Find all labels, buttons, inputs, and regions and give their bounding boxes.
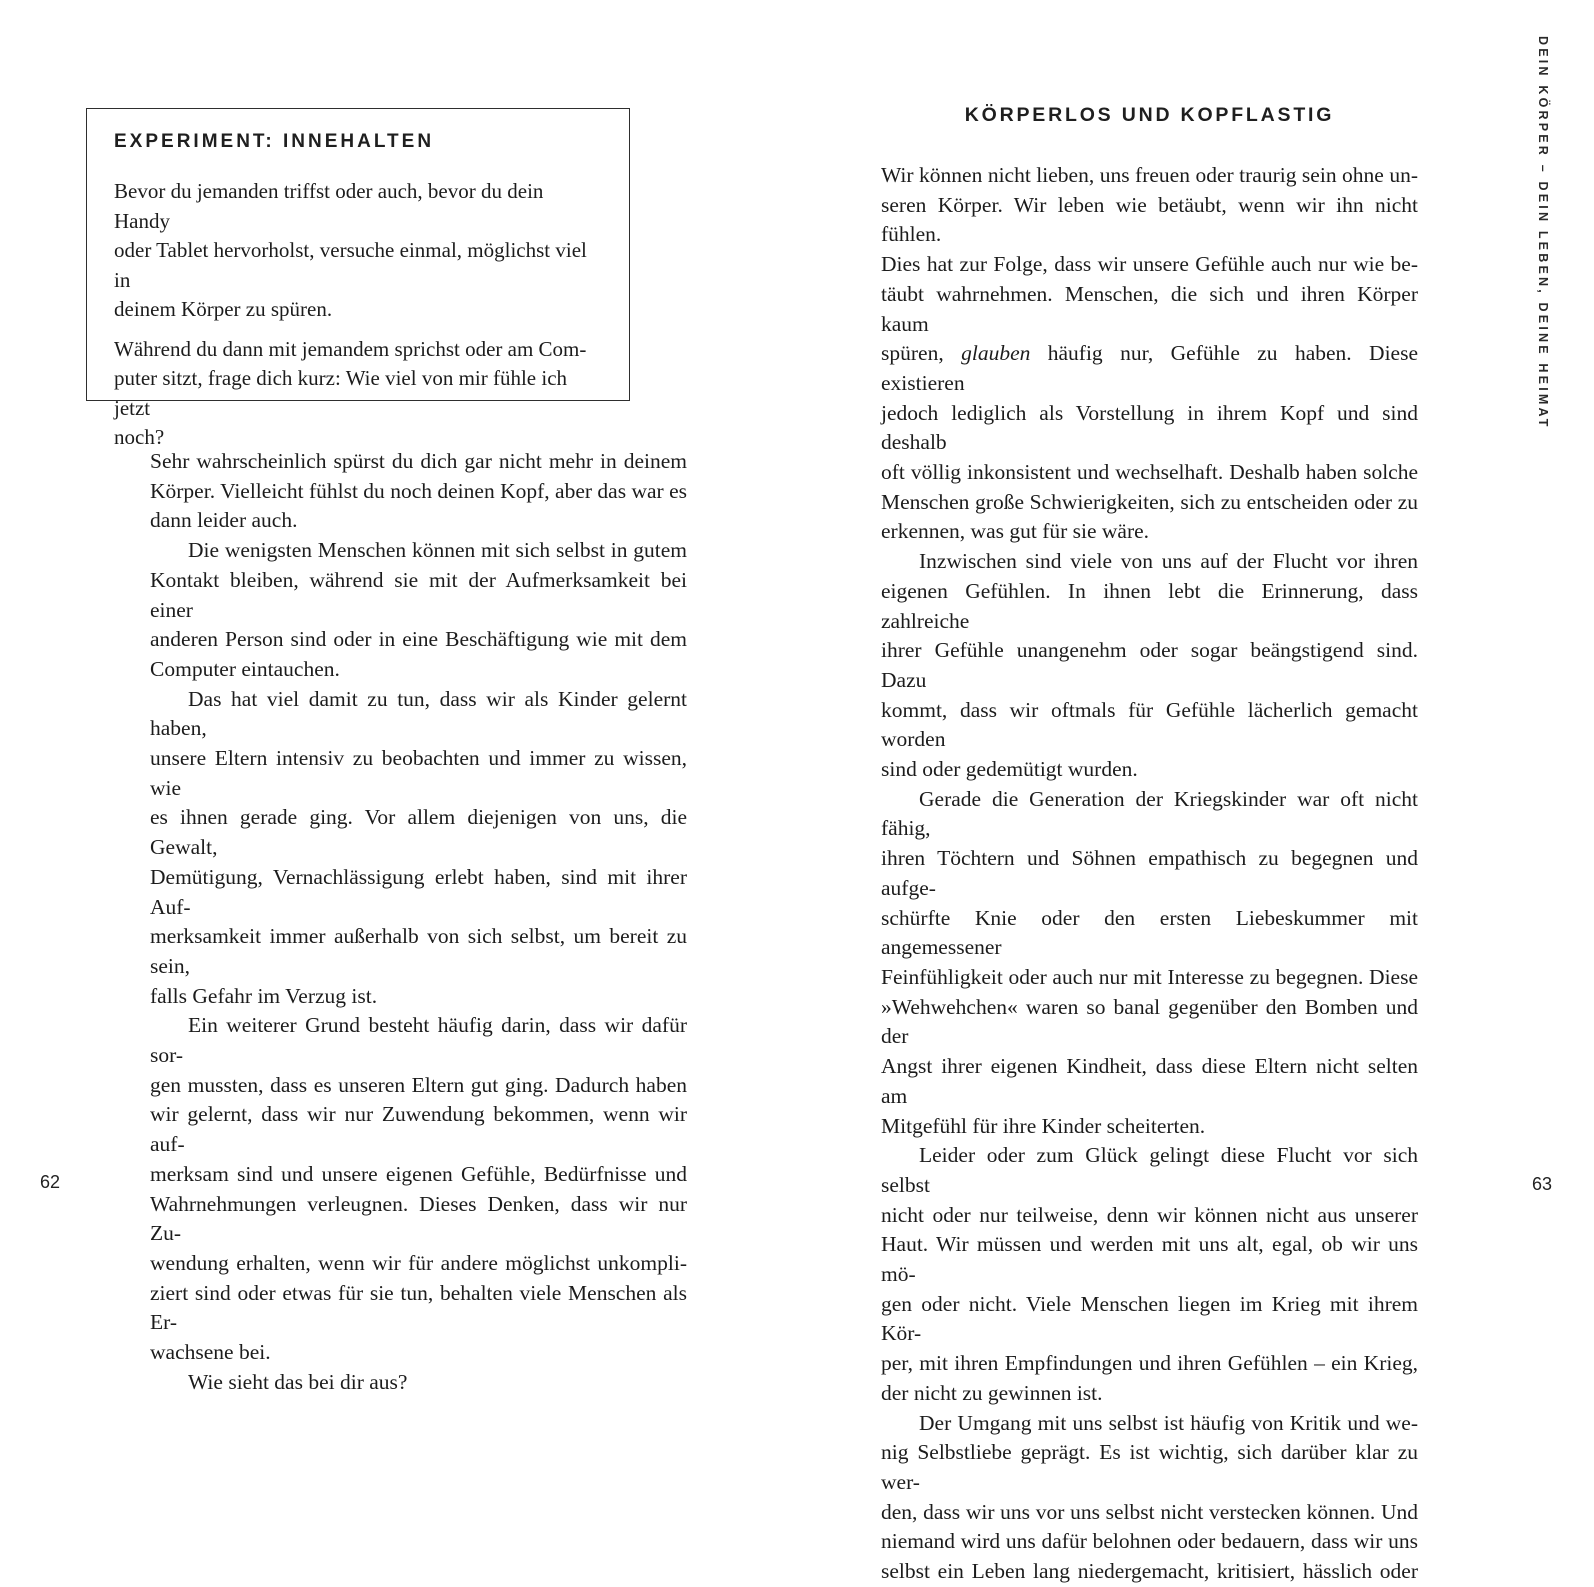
text-line: Das hat viel damit zu tun, dass wir als Kinder gelernt haben,	[150, 686, 687, 741]
experiment-box	[86, 108, 630, 449]
paragraph	[150, 1368, 687, 1398]
text-line: dann leider auch.	[150, 508, 298, 533]
text-line: es ihnen gerade ging. Vor allem diejenigen von uns, die Gewalt,	[150, 805, 687, 860]
text-line: Dies hat zur Folge, dass wir unsere Gefühle auch nur wie be-	[881, 252, 1418, 277]
text-line: gen oder nicht. Viele Menschen liegen im Krieg mit ihrem Kör-	[881, 1291, 1418, 1346]
text-line: ihren Töchtern und Söhnen empathisch zu begegnen und aufge-	[881, 846, 1418, 900]
paragraph	[150, 447, 687, 536]
text-line: ihrer Gefühle unangenehm oder sogar beängstigend sind. Dazu	[881, 638, 1418, 692]
right-page-body-text	[881, 161, 1418, 1587]
text-line: Mitgefühl für ihre Kinder scheiterten.	[881, 1113, 1206, 1138]
paragraph	[150, 1011, 687, 1367]
text-line: unsere Eltern intensiv zu beobachten und immer zu wissen, wie	[150, 746, 687, 800]
experiment-box-body	[114, 177, 599, 453]
text-line: selbst ein Leben lang niedergemacht, kritisiert, hässlich oder	[881, 1559, 1418, 1584]
text-line: nig Selbstliebe geprägt. Es ist wichtig, sich darüber klar zu wer-	[881, 1440, 1418, 1494]
text-line: wir gelernt, dass wir nur Zuwendung bekommen, wenn wir auf-	[150, 1102, 687, 1157]
text-line: oder Tablet hervorholst, versuche einmal, möglichst viel in	[114, 238, 587, 292]
paragraph	[881, 1409, 1418, 1587]
text-line: sind oder gedemütigt wurden.	[881, 757, 1138, 782]
text-line: spüren, glauben häufig nur, Gefühle zu haben. Diese existieren	[881, 341, 1418, 395]
text-line: wachsene bei.	[150, 1340, 271, 1365]
text-line: Ein weiterer Grund besteht häufig darin, dass wir dafür sor-	[150, 1013, 687, 1068]
left-page-body-text	[150, 447, 687, 1398]
text-line: Während du dann mit jemandem sprichst oder am Com-	[114, 336, 587, 361]
text-line: Angst ihrer eigenen Kindheit, dass diese Eltern nicht selten am	[881, 1054, 1418, 1108]
text-line: »Wehwehchen« waren so banal gegenüber den Bomben und der	[881, 994, 1418, 1049]
text-line: wendung erhalten, wenn wir für andere möglichst unkompli-	[150, 1250, 687, 1275]
text-line: Gerade die Generation der Kriegskinder war oft nicht fähig,	[881, 786, 1418, 841]
text-line: Feinfühligkeit oder auch nur mit Interesse zu begegnen. Diese	[881, 964, 1418, 989]
text-line: Die wenigsten Menschen können mit sich selbst in gutem	[188, 538, 687, 563]
text-line: anderen Person sind oder in eine Beschäftigung wie mit dem	[150, 627, 687, 652]
left-page-number: 62	[40, 1172, 61, 1192]
text-line: der nicht zu gewinnen ist.	[881, 1380, 1103, 1405]
text-line: kommt, dass wir oftmals für Gefühle lächerlich gemacht worden	[881, 697, 1418, 752]
experiment-box-title: EXPERIMENT: INNEHALTEN	[114, 131, 435, 152]
text-line: Wie sieht das bei dir aus?	[188, 1369, 408, 1394]
text-line: seren Körper. Wir leben wie betäubt, wenn wir ihn nicht fühlen.	[881, 192, 1418, 247]
text-line: deinem Körper zu spüren.	[114, 297, 333, 321]
text-line: ziert sind oder etwas für sie tun, behalten viele Menschen als Er-	[150, 1280, 687, 1335]
text-line: schürfte Knie oder den ersten Liebeskummer mit angemessener	[881, 905, 1418, 960]
text-line: Sehr wahrscheinlich spürst du dich gar nicht mehr in deinem	[150, 449, 687, 473]
text-line: Computer eintauchen.	[150, 656, 340, 681]
chapter-heading: KÖRPERLOS UND KOPFLASTIG	[964, 104, 1335, 126]
paragraph	[150, 685, 687, 1012]
text-line: niemand wird uns dafür belohnen oder bedauern, dass wir uns	[881, 1529, 1418, 1554]
text-line: merksam sind und unsere eigenen Gefühle, Bedürfnisse und	[150, 1161, 687, 1186]
text-line: oft völlig inkonsistent und wechselhaft. Deshalb haben solche	[881, 460, 1418, 485]
running-header-vertical: DEIN KÖRPER – DEIN LEBEN, DEINE HEIMAT	[1536, 36, 1550, 430]
text-line: noch?	[114, 425, 165, 449]
paragraph	[881, 547, 1418, 785]
text-line: täubt wahrnehmen. Menschen, die sich und ihren Körper kaum	[881, 281, 1418, 336]
text-line: Wir können nicht lieben, uns freuen oder traurig sein ohne un-	[881, 163, 1418, 187]
text-line: Haut. Wir müssen und werden mit uns alt, egal, ob wir uns mö-	[881, 1232, 1418, 1287]
text-line: nicht oder nur teilweise, denn wir können nicht aus unserer	[881, 1202, 1418, 1227]
text-line: falls Gefahr im Verzug ist.	[150, 983, 378, 1008]
text-line: erkennen, was gut für sie wäre.	[881, 519, 1150, 544]
paragraph	[881, 1141, 1418, 1408]
text-line: Der Umgang mit uns selbst ist häufig von Kritik und we-	[919, 1410, 1418, 1435]
text-line: Leider oder zum Glück gelingt diese Flucht vor sich selbst	[881, 1143, 1418, 1197]
text-line: Wahrnehmungen verleugnen. Dieses Denken, dass wir nur Zu-	[150, 1191, 687, 1246]
text-line: per, mit ihren Empfindungen und ihren Gefühlen – ein Krieg,	[881, 1351, 1418, 1376]
text-line: gen mussten, dass es unseren Eltern gut ging. Dadurch haben	[150, 1072, 687, 1097]
text-line: Inzwischen sind viele von uns auf der Flucht vor ihren	[919, 549, 1418, 574]
text-line: Demütigung, Vernachlässigung erlebt haben, sind mit ihrer Auf-	[150, 864, 687, 919]
text-line: jedoch lediglich als Vorstellung in ihrem Kopf und sind deshalb	[881, 400, 1418, 455]
paragraph	[881, 161, 1418, 547]
text-line: Bevor du jemanden triffst oder auch, bevor du dein Handy	[114, 179, 544, 233]
paragraph	[881, 785, 1418, 1141]
paragraph	[114, 335, 599, 453]
text-line: eigenen Gefühlen. In ihnen lebt die Erinnerung, dass zahlreiche	[881, 578, 1418, 633]
text-line: Menschen große Schwierigkeiten, sich zu entscheiden oder zu	[881, 489, 1418, 514]
text-line: Körper. Vielleicht fühlst du noch deinen Kopf, aber das war es	[150, 478, 687, 503]
right-page-number: 63	[1531, 1174, 1552, 1194]
paragraph	[114, 177, 599, 325]
text-line: den, dass wir uns vor uns selbst nicht verstecken können. Und	[881, 1499, 1418, 1524]
text-line: merksamkeit immer außerhalb von sich selbst, um bereit zu sein,	[150, 924, 687, 978]
text-line: puter sitzt, frage dich kurz: Wie viel von mir fühle ich jetzt	[114, 366, 568, 420]
paragraph	[150, 536, 687, 685]
text-line: Kontakt bleiben, während sie mit der Aufmerksamkeit bei einer	[150, 567, 687, 622]
